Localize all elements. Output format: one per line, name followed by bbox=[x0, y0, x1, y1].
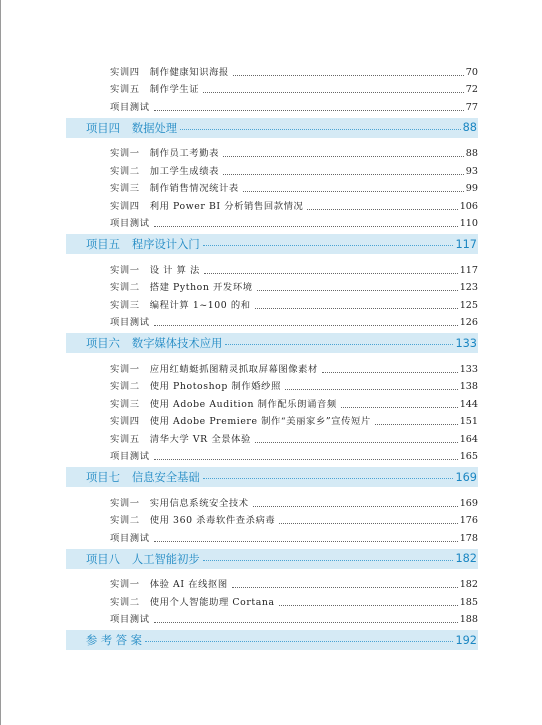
entry-page: 70 bbox=[465, 66, 478, 78]
entry-page: 93 bbox=[465, 165, 478, 177]
toc-entry[interactable] bbox=[66, 412, 478, 430]
entry-title: 清华大学 VR 全景体验 bbox=[149, 433, 251, 445]
dot-leader bbox=[145, 641, 453, 642]
entry-page: 176 bbox=[459, 515, 478, 526]
section-header-project-5[interactable] bbox=[66, 234, 478, 254]
entry-page: 125 bbox=[459, 299, 478, 311]
toc-entry[interactable] bbox=[66, 429, 478, 447]
entry-title: 实用信息系统安全技术 bbox=[149, 497, 249, 509]
dot-leader bbox=[279, 605, 458, 606]
dot-leader bbox=[255, 308, 458, 309]
section-header-project-4[interactable] bbox=[66, 118, 478, 138]
entry-code: 实训二 bbox=[110, 381, 140, 392]
toc-entry[interactable] bbox=[66, 592, 478, 610]
entry-code: 实训一 bbox=[110, 363, 140, 375]
section-header-project-8[interactable] bbox=[66, 549, 478, 569]
toc-entry-test[interactable] bbox=[66, 313, 478, 331]
dot-leader bbox=[203, 92, 464, 93]
dot-leader bbox=[232, 587, 458, 588]
section-page: 169 bbox=[455, 470, 477, 484]
entry-page: 185 bbox=[459, 596, 478, 608]
dot-leader bbox=[322, 372, 458, 373]
entry-code: 实训二 bbox=[110, 282, 140, 293]
toc-entry[interactable] bbox=[66, 575, 478, 593]
entry-code: 实训一 bbox=[110, 579, 140, 590]
entry-title: 项目测试 bbox=[110, 218, 150, 229]
dot-leader bbox=[180, 129, 461, 130]
entry-page: 117 bbox=[459, 264, 478, 276]
entry-page: 182 bbox=[459, 579, 478, 590]
entry-title: 制作健康知识海报 bbox=[149, 66, 229, 78]
dot-leader bbox=[223, 174, 464, 175]
entry-title: 项目测试 bbox=[110, 317, 150, 328]
entry-page: 77 bbox=[465, 101, 478, 113]
entry-code: 实训四 bbox=[110, 200, 140, 212]
section-page: 192 bbox=[455, 633, 477, 647]
section-code: 项目四 bbox=[86, 121, 120, 135]
entry-title: 体验 AI 在线抠图 bbox=[149, 579, 228, 590]
table-of-contents bbox=[66, 62, 478, 656]
entry-page: 99 bbox=[465, 183, 478, 194]
entry-page: 169 bbox=[459, 497, 478, 509]
entry-page: 144 bbox=[459, 398, 478, 410]
entry-code: 实训一 bbox=[110, 148, 140, 159]
entry-page: 151 bbox=[459, 416, 478, 427]
toc-entry[interactable] bbox=[66, 278, 478, 296]
entry-page: 138 bbox=[459, 381, 478, 392]
entry-title: 设 计 算 法 bbox=[149, 264, 200, 276]
section-page: 117 bbox=[455, 237, 477, 251]
dot-leader bbox=[203, 560, 454, 561]
entry-title: 制作销售情况统计表 bbox=[149, 183, 239, 194]
dot-leader bbox=[341, 407, 458, 408]
section-code: 项目八 bbox=[86, 552, 120, 566]
entry-code: 实训五 bbox=[110, 433, 140, 445]
entry-page: 88 bbox=[465, 148, 478, 159]
section-title: 程序设计入门 bbox=[131, 238, 200, 251]
dot-leader bbox=[307, 209, 457, 210]
section-title: 人工智能初步 bbox=[131, 552, 200, 566]
entry-code: 实训五 bbox=[110, 84, 140, 95]
toc-entry-test[interactable] bbox=[66, 610, 478, 628]
entry-title: 使用 360 杀毒软件查杀病毒 bbox=[149, 515, 276, 526]
entry-title: 使用 Photoshop 制作婚纱照 bbox=[149, 381, 281, 392]
entry-code: 实训三 bbox=[110, 183, 140, 194]
toc-entry[interactable] bbox=[66, 295, 478, 313]
toc-entry-test[interactable] bbox=[66, 97, 478, 115]
section-header-project-6[interactable] bbox=[66, 333, 478, 353]
section-page: 88 bbox=[462, 121, 477, 134]
dot-leader bbox=[203, 478, 454, 479]
dot-leader bbox=[375, 424, 458, 425]
toc-entry[interactable] bbox=[66, 144, 478, 162]
dot-leader bbox=[154, 541, 458, 542]
dot-leader bbox=[154, 226, 458, 227]
section-page: 133 bbox=[455, 336, 477, 350]
dot-leader bbox=[154, 325, 458, 326]
dot-leader bbox=[257, 290, 458, 291]
entry-title: 使用个人智能助理 Cortana bbox=[149, 596, 275, 608]
entry-title: 项目测试 bbox=[110, 532, 150, 544]
toc-entry[interactable] bbox=[66, 260, 478, 278]
entry-title: 制作学生证 bbox=[149, 84, 200, 95]
entry-page: 133 bbox=[459, 363, 478, 375]
section-page: 182 bbox=[455, 552, 477, 565]
entry-page: 126 bbox=[459, 317, 478, 328]
entry-code: 实训二 bbox=[110, 165, 140, 177]
section-header-answers[interactable] bbox=[66, 630, 478, 650]
entry-title: 应用红蜻蜓抓图精灵抓取屏幕图像素材 bbox=[149, 363, 318, 375]
section-title: 数据处理 bbox=[131, 121, 178, 135]
section-code: 项目七 bbox=[86, 471, 120, 484]
entry-page: 123 bbox=[459, 282, 478, 293]
entry-code: 实训二 bbox=[110, 596, 140, 608]
entry-title: 制作员工考勤表 bbox=[149, 148, 219, 159]
entry-title: 编程计算 1~100 的和 bbox=[149, 299, 251, 311]
section-title: 信息安全基础 bbox=[131, 471, 200, 484]
section-header-project-7[interactable] bbox=[66, 467, 478, 487]
toc-entry[interactable] bbox=[66, 511, 478, 529]
entry-code: 实训四 bbox=[110, 416, 140, 427]
section-code: 项目六 bbox=[86, 337, 120, 350]
dot-leader bbox=[154, 622, 458, 623]
dot-leader bbox=[154, 459, 458, 460]
entry-title: 加工学生成绩表 bbox=[149, 165, 219, 177]
page-spine-line bbox=[0, 0, 1, 725]
dot-leader bbox=[243, 191, 464, 192]
toc-entry[interactable] bbox=[66, 62, 478, 80]
toc-block-continued bbox=[66, 62, 478, 115]
entry-title: 搭建 Python 开发环境 bbox=[149, 282, 253, 293]
entry-title: 使用 Adobe Audition 制作配乐朗诵音频 bbox=[149, 398, 337, 410]
toc-entry[interactable] bbox=[66, 161, 478, 179]
entry-page: 188 bbox=[459, 614, 478, 625]
entry-title: 项目测试 bbox=[110, 614, 150, 625]
entry-code: 实训三 bbox=[110, 299, 140, 311]
entry-code: 实训一 bbox=[110, 497, 140, 509]
entry-page: 106 bbox=[459, 200, 478, 212]
dot-leader bbox=[253, 506, 458, 507]
toc-entry[interactable] bbox=[66, 196, 478, 214]
dot-leader bbox=[285, 389, 458, 390]
entry-page: 178 bbox=[459, 532, 478, 544]
entry-page: 110 bbox=[459, 218, 478, 229]
toc-entry[interactable] bbox=[66, 359, 478, 377]
section-title: 数字媒体技术应用 bbox=[131, 337, 223, 350]
entry-code: 实训二 bbox=[110, 515, 140, 526]
entry-title: 使用 Adobe Premiere 制作“美丽家乡”宣传短片 bbox=[149, 416, 371, 427]
dot-leader bbox=[223, 156, 464, 157]
toc-entry[interactable] bbox=[66, 80, 478, 98]
entry-page: 165 bbox=[459, 451, 478, 462]
toc-entry-test[interactable] bbox=[66, 214, 478, 232]
section-title: 参 考 答 案 bbox=[86, 634, 142, 647]
entry-code: 实训三 bbox=[110, 398, 140, 410]
entry-code: 实训四 bbox=[110, 66, 140, 78]
dot-leader bbox=[154, 110, 464, 111]
toc-entry[interactable] bbox=[66, 493, 478, 511]
dot-leader bbox=[203, 245, 454, 246]
entry-code: 实训一 bbox=[110, 264, 140, 276]
dot-leader bbox=[204, 273, 458, 274]
entry-title: 利用 Power BI 分析销售回款情况 bbox=[149, 200, 304, 212]
toc-entry[interactable] bbox=[66, 377, 478, 395]
entry-title: 项目测试 bbox=[110, 451, 150, 462]
toc-entry[interactable] bbox=[66, 179, 478, 197]
toc-entry-test[interactable] bbox=[66, 447, 478, 465]
toc-entry[interactable] bbox=[66, 394, 478, 412]
entry-page: 72 bbox=[465, 84, 478, 95]
dot-leader bbox=[279, 523, 457, 524]
entry-title: 项目测试 bbox=[110, 101, 150, 113]
entry-page: 164 bbox=[459, 433, 478, 445]
section-code: 项目五 bbox=[86, 238, 120, 251]
dot-leader bbox=[225, 344, 453, 345]
dot-leader bbox=[233, 75, 464, 76]
dot-leader bbox=[255, 442, 458, 443]
toc-entry-test[interactable] bbox=[66, 528, 478, 546]
